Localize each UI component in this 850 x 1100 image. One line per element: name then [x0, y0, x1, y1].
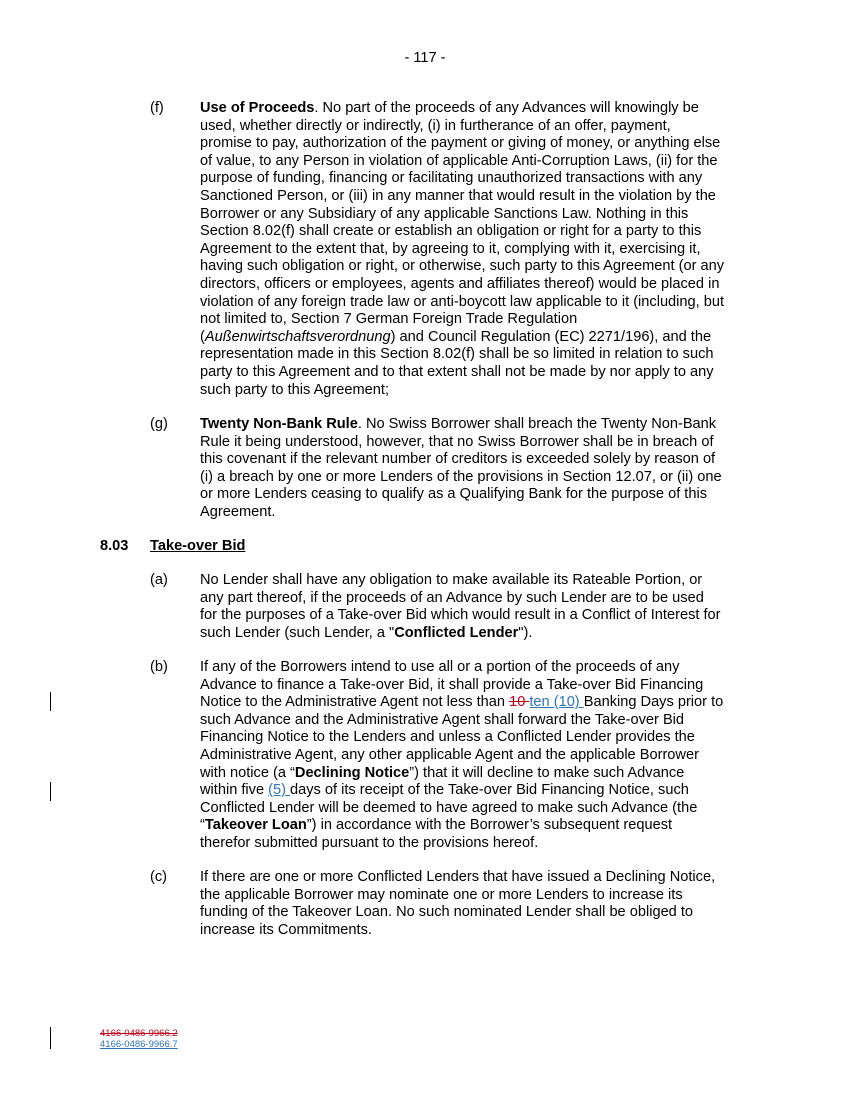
section-number: 8.03 — [100, 538, 129, 554]
paragraph-b: If any of the Borrowers intend to use all or a portion of the proceeds of any Advance to finance a Take-over Bid, it shall provide a Take-over Bid Financing Notice to the Administrative Agent not less than 10 ten (10) Banking Days prior to such Advance and the Administrative Agent shall forward the Take-over Bid Financing Notice to the Lenders and unless a Conflicted Lender provides the Administrative Agent, any other applicable Agent and the applicable Borrower with notice (a “Declining Notice”) that it will decline to make such Advance within five (5) days of its receipt of the Take-over Bid Financing Notice, such Conflicted Lender will be deemed to have agreed to make such Advance (the “Takeover Loan”) in accordance with the Borrower’s subsequent request therefor submitted pursuant to the provisions hereof. — [200, 659, 724, 851]
paragraph-c: If there are one or more Conflicted Lenders that have issued a Declining Notice, the applicable Borrower may nominate one or more Lenders to increase its funding of the Takeover Loan. No such nominated Lender shall be obliged to increase its Commitments. — [200, 869, 716, 938]
item-label-g: (g) — [150, 416, 168, 432]
section-title: Take-over Bid — [150, 538, 246, 554]
paragraph-twenty-non-bank-rule: Twenty Non-Bank Rule. No Swiss Borrower shall breach the Twenty Non-Bank Rule it being understood, however, that no Swiss Borrower shall be in breach of this covenant if the relevant number of creditors is exceeded solely by reason of (i) a breach by one or more Lenders of the provisions in Section 12.07, or (ii) one or more Lenders ceasing to qualify as a Qualifying Bank for the purpose of this Agreement. — [200, 416, 722, 520]
item-label-a: (a) — [150, 572, 168, 588]
deleted-text: 10 — [509, 694, 530, 711]
doc-id-deleted: 4166-0486-9966.2 — [100, 1028, 178, 1039]
doc-id-inserted: 4166-0486-9966.7 — [100, 1039, 178, 1050]
item-label-c: (c) — [150, 869, 168, 885]
paragraph-a: No Lender shall have any obligation to make available its Rateable Portion, or any part thereof, if the proceeds of an Advance by such Lender are to be used for the purposes of a Take-over Bid which would result in a Conflict of Interest for such Lender (such Lender, a "Conflicted Lender"). — [200, 572, 721, 641]
heading-use-of-proceeds: Use of Proceeds — [200, 100, 315, 116]
item-label-b: (b) — [150, 659, 168, 675]
change-bar — [50, 782, 51, 801]
heading-twenty-non-bank-rule: Twenty Non-Bank Rule — [200, 416, 358, 432]
change-bar — [50, 1027, 51, 1049]
item-label-f: (f) — [150, 100, 164, 116]
page-number: - 117 - — [404, 50, 446, 66]
inserted-text: ten (10) — [529, 694, 584, 711]
change-bar — [50, 692, 51, 711]
term-declining-notice: Declining Notice — [294, 764, 410, 781]
term-conflicted-lender: Conflicted Lender — [394, 624, 519, 641]
paragraph-use-of-proceeds: Use of Proceeds. No part of the proceeds of any Advances will knowingly be used, whether directly or indirectly, (i) in furtherance of an offer, payment, promise to pay, authorization of the payment or giving of money, or anything else of value, to any Person in violation of applicable Anti-Corruption Laws, (ii) for the purpose of funding, financing or facilitating unauthorized transactions with any Sanctioned Person, or (iii) in any manner that would result in the violation by the Borrower or any Subsidiary of any applicable Sanctions Law. Nothing in this Section 8.02(f) shall create or establish an obligation or right for a party to this Agreement to the extent that, by agreeing to it, complying with it, exercising it, having such obligation or right, or otherwise, such party to this Agreement (or any directors, officers or employees, agents and affiliates thereof) would be placed in violation of any foreign trade law or anti-boycott law applicable to it (including, but not limited to, Section 7 German Foreign Trade Regulation (Außenwirtschaftsverordnung) and Council Regulation (EC) 2271/196), and the representation made in this Section 8.02(f) shall be so limited in relation to such party to this Agreement and to that extent shall not be made by nor apply to any such party to this Agreement; — [200, 100, 725, 398]
italic-regulation-name: Außenwirtschaftsverordnung — [204, 328, 391, 345]
inserted-text: (5) — [268, 782, 291, 799]
term-takeover-loan: Takeover Loan — [204, 817, 307, 834]
